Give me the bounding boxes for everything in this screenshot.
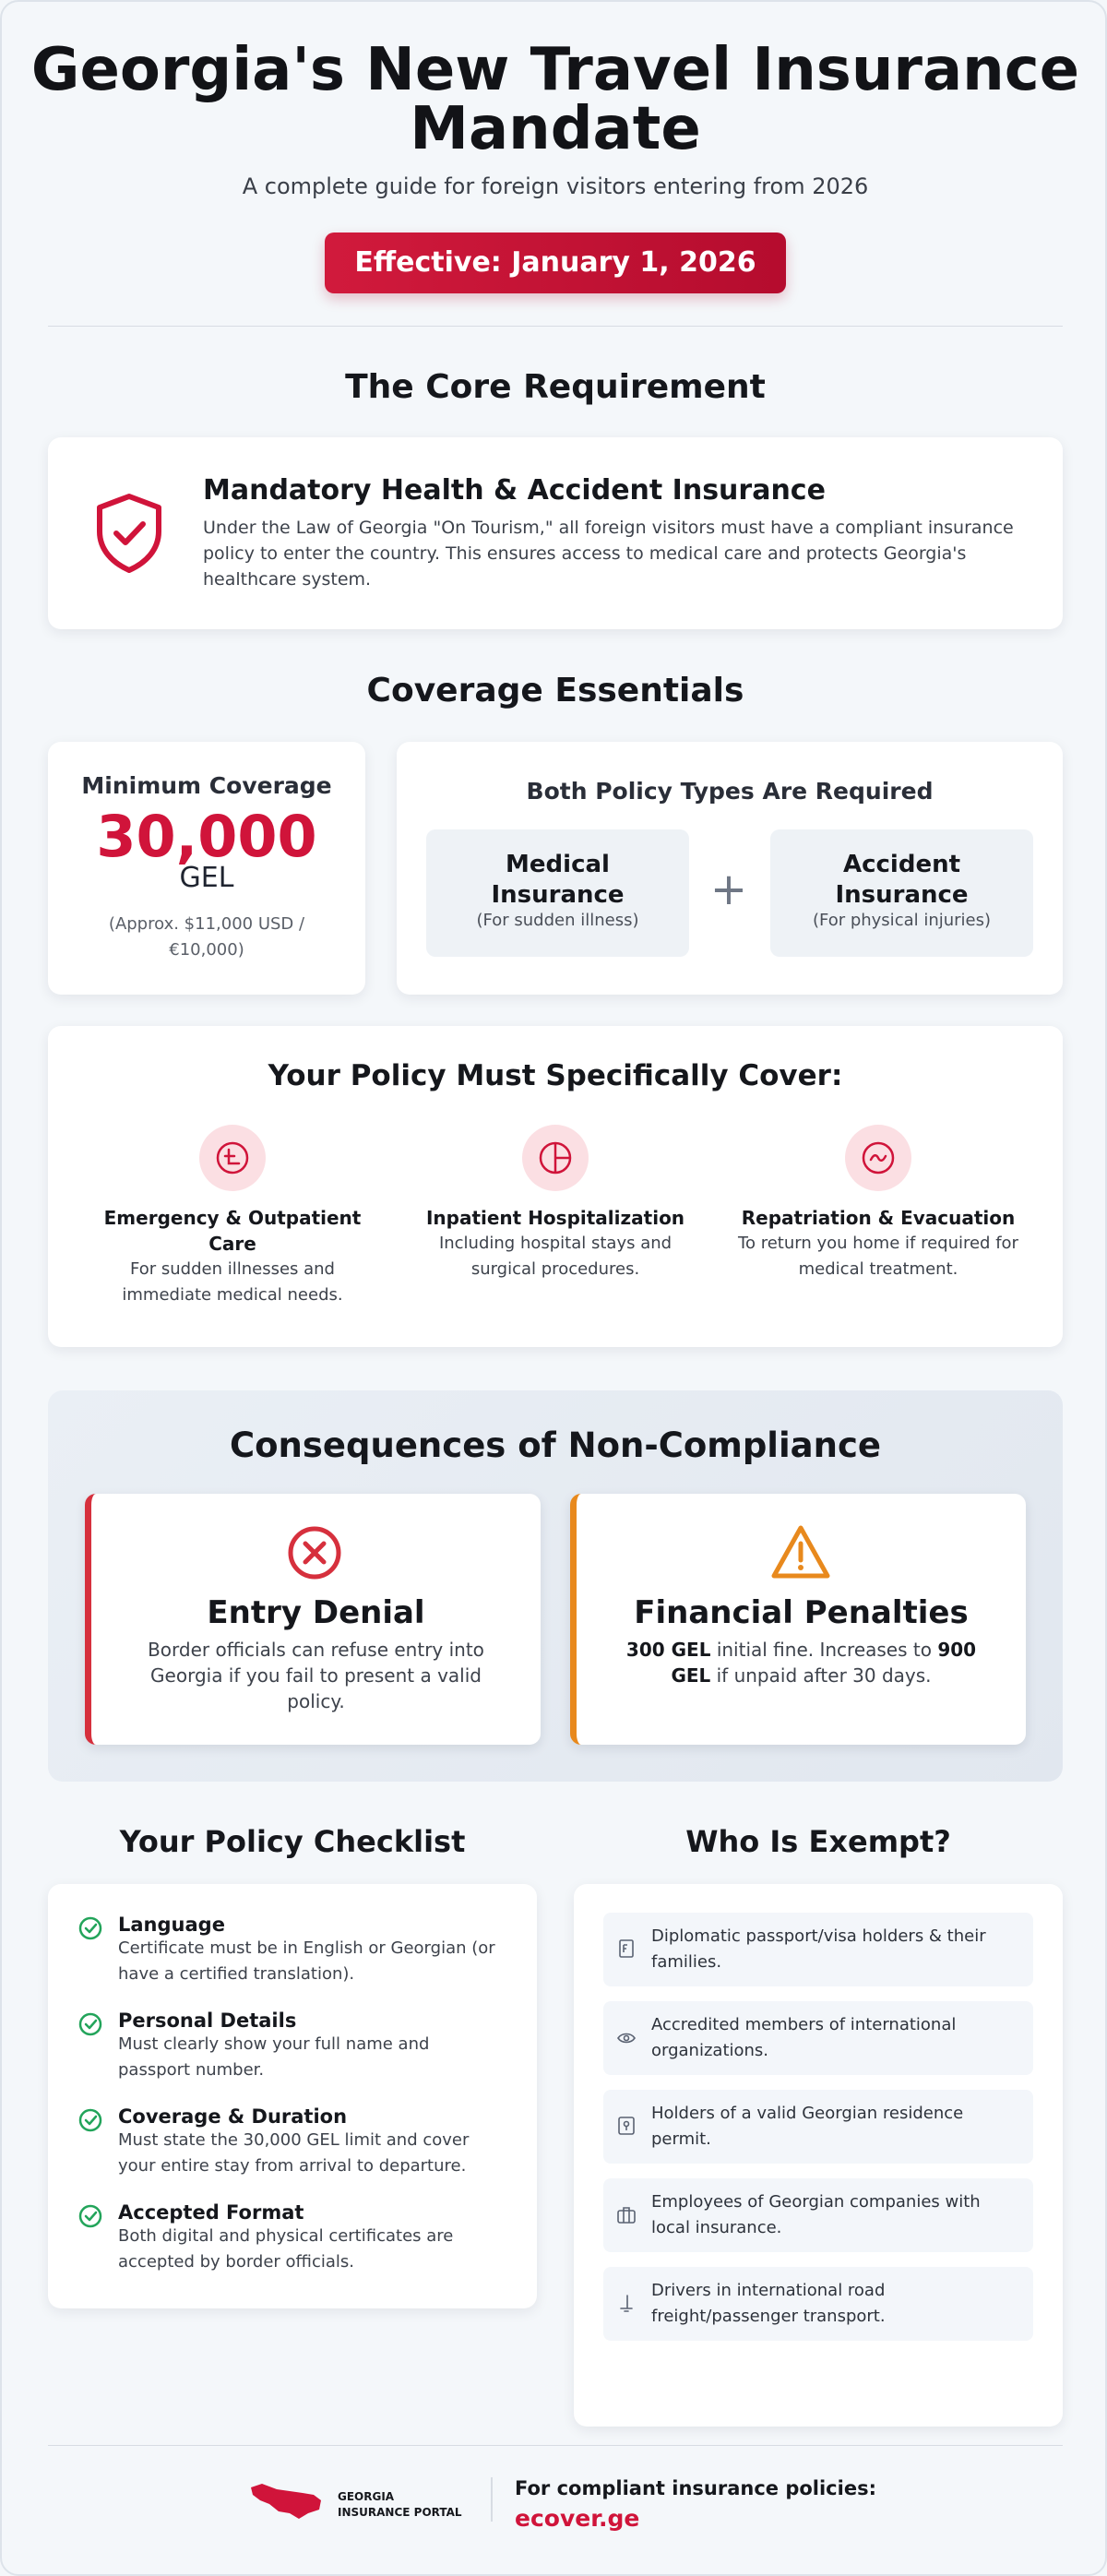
header-divider bbox=[48, 326, 1063, 327]
min-coverage-approx: (Approx. $11,000 USD / €10,000) bbox=[108, 914, 305, 960]
entry-denial-text: Border officials can refuse entry into Georgia if you fail to present a valid policy. bbox=[148, 1639, 484, 1712]
min-coverage-label: Minimum Coverage bbox=[81, 772, 332, 799]
spec-evacuation-title: Repatriation & Evacuation bbox=[741, 1207, 1016, 1229]
emergency-icon bbox=[199, 1125, 266, 1191]
id-card-icon bbox=[616, 2116, 637, 2140]
footer-vertical-divider bbox=[491, 2477, 493, 2522]
specifics-title: Your Policy Must Specifically Cover: bbox=[268, 1059, 843, 1092]
check-circle-icon bbox=[77, 2203, 103, 2233]
page-title: Georgia's New Travel Insurance Mandate bbox=[30, 36, 1080, 163]
spec-evacuation-desc: To return you home if required for medical treatment. bbox=[738, 1234, 1018, 1279]
page-subtitle: A complete guide for foreign visitors entering from 2026 bbox=[242, 173, 869, 199]
check-circle-icon bbox=[77, 2107, 103, 2137]
check-circle-icon bbox=[77, 1915, 103, 1945]
exempt-item: Accredited members of international organizations. bbox=[603, 2001, 1033, 2075]
check-format-desc: Both digital and physical certificates are accepted by border officials. bbox=[118, 2226, 454, 2272]
warning-triangle-icon bbox=[770, 1523, 831, 1580]
check-format-title: Accepted Format bbox=[118, 2201, 304, 2224]
footer-link[interactable]: ecover.ge bbox=[515, 2505, 640, 2532]
briefcase-icon bbox=[616, 2205, 637, 2229]
passport-icon bbox=[616, 1938, 637, 1962]
checklist-title: Your Policy Checklist bbox=[119, 1824, 466, 1859]
medical-insurance-pill bbox=[426, 829, 689, 957]
road-icon bbox=[616, 2293, 637, 2317]
plus-icon: + bbox=[709, 864, 748, 915]
coverage-section-title: Coverage Essentials bbox=[366, 672, 744, 710]
core-section-title: The Core Requirement bbox=[345, 368, 766, 406]
check-coverage-title: Coverage & Duration bbox=[118, 2105, 348, 2128]
financial-penalties-text: 300 GEL initial fine. Increases to 900 GEL if unpaid after 30 days. bbox=[625, 1639, 977, 1687]
footer-label: For compliant insurance policies: bbox=[515, 2477, 876, 2499]
exempt-item: Diplomatic passport/visa holders & their families. bbox=[603, 1913, 1033, 1986]
medical-insurance-title: Medical Insurance bbox=[491, 851, 625, 909]
min-coverage-unit: GEL bbox=[179, 862, 234, 894]
hospital-icon bbox=[522, 1125, 589, 1191]
footer-divider-line bbox=[48, 2445, 1063, 2446]
effective-date-badge: Effective: January 1, 2026 bbox=[325, 233, 786, 293]
exempt-item: Employees of Georgian companies with local insurance. bbox=[603, 2178, 1033, 2252]
medical-insurance-sub: (For sudden illness) bbox=[476, 911, 639, 930]
exempt-item: Holders of a valid Georgian residence permit. bbox=[603, 2090, 1033, 2164]
check-language-title: Language bbox=[118, 1914, 225, 1936]
accident-insurance-title: Accident Insurance bbox=[835, 851, 969, 909]
policy-types-title: Both Policy Types Are Required bbox=[526, 778, 934, 805]
georgia-map-logo-icon bbox=[249, 2482, 325, 2521]
accident-insurance-pill bbox=[770, 829, 1033, 957]
consequences-title: Consequences of Non-Compliance bbox=[229, 1425, 882, 1465]
financial-penalties-title: Financial Penalties bbox=[634, 1594, 969, 1631]
logo-text: GEORGIA INSURANCE PORTAL bbox=[338, 2490, 462, 2519]
check-language-desc: Certificate must be in English or Georgian (or have a certified translation). bbox=[118, 1938, 495, 1984]
spec-emergency-desc: For sudden illnesses and immediate medical needs. bbox=[122, 1259, 343, 1305]
check-personal-desc: Must clearly show your full name and passport number. bbox=[118, 2034, 430, 2080]
core-card-text: Under the Law of Georgia "On Tourism," all foreign visitors must have a compliant insurance policy to enter the country. This ensures access to medical care and protects Georgia's healthcare system. bbox=[203, 518, 1014, 590]
eye-icon bbox=[616, 2028, 637, 2052]
check-personal-title: Personal Details bbox=[118, 2010, 297, 2032]
check-coverage-desc: Must state the 30,000 GEL limit and cover your entire stay from arrival to departure. bbox=[118, 2130, 470, 2176]
accident-insurance-sub: (For physical injuries) bbox=[812, 911, 992, 930]
core-card-title: Mandatory Health & Accident Insurance bbox=[203, 474, 826, 507]
x-circle-icon bbox=[287, 1525, 342, 1580]
shield-check-icon bbox=[94, 493, 164, 574]
spec-hospital-desc: Including hospital stays and surgical procedures. bbox=[438, 1234, 673, 1279]
evacuation-icon bbox=[845, 1125, 911, 1191]
min-coverage-value: 30,000 bbox=[96, 803, 317, 870]
spec-hospital-title: Inpatient Hospitalization bbox=[425, 1207, 685, 1229]
spec-emergency-title: Emergency & Outpatient Care bbox=[103, 1207, 362, 1255]
check-circle-icon bbox=[77, 2011, 103, 2041]
exempt-title: Who Is Exempt? bbox=[685, 1824, 951, 1859]
exempt-item: Drivers in international road freight/passenger transport. bbox=[603, 2267, 1033, 2341]
entry-denial-title: Entry Denial bbox=[207, 1594, 425, 1631]
